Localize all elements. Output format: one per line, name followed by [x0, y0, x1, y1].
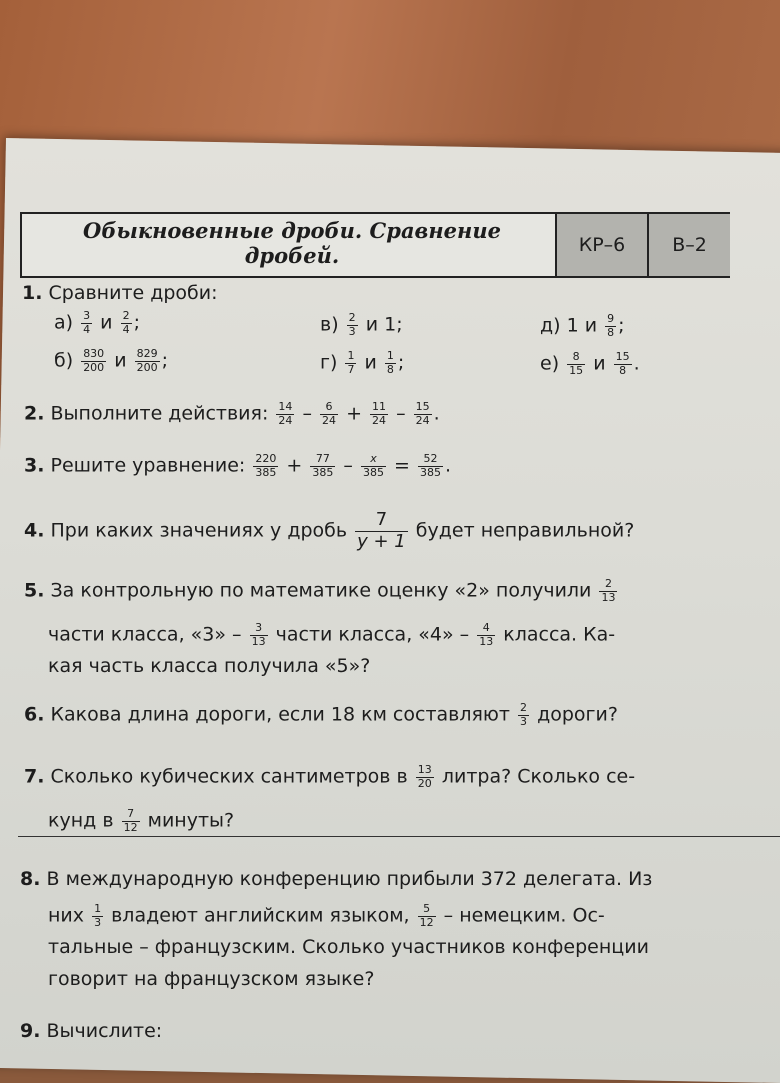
task-4: 4. При каких значениях y дробь $\frac{7}{y + 1}$ будет неправильной? [24, 509, 635, 552]
section-divider [18, 836, 780, 837]
task-9: 9. Вычислите: [20, 1020, 163, 1042]
task-5-line-2: части класса, «3» – $\frac{3}{13}$ части класса, «4» – $\frac{4}{13}$ класса. Ка- [48, 621, 616, 648]
task-1a: а) $\frac{3}{4}$ и $\frac{2}{4}$ ; [54, 309, 140, 336]
task-8-line-3: тальные – французским. Сколько участников конференции [48, 936, 649, 958]
task-1e: е) $\frac{8}{15}$ и $\frac{15}{8}$ . [540, 350, 640, 377]
task-8-line-2: них $\frac{1}{3}$ владеют английским языком, $\frac{5}{12}$ – немецким. Ос- [48, 902, 605, 929]
task-8-line-1: 8. В международную конференцию прибыли 372 делегата. Из [20, 868, 653, 890]
variant-box: В–2 [647, 214, 730, 276]
task-1-heading: 1. Сравните дроби: [22, 282, 218, 304]
task-5-line-1: 5. За контрольную по математике оценку «2» получили $\frac{2}{13}$ [24, 577, 616, 604]
task-3: 3. Решите уравнение: $\frac{220}{385}$ + $\frac{77}{385}$ – $\frac{x}{385}$ = $\frac{52}{385}$ . [24, 452, 452, 479]
task-2: 2. Выполните действия: $\frac{14}{24}$ – $\frac{6}{24}$ + $\frac{11}{24}$ – $\frac{15}{24}$ . [24, 400, 440, 427]
title-line-1: Обыкновенные дроби. Сравнение [83, 218, 501, 243]
title-line-2: дробей. [244, 243, 340, 268]
task-8-line-4: говорит на французском языке? [48, 968, 375, 990]
task-1v: в) $\frac{2}{3}$ и 1; [320, 311, 403, 338]
task-1g: г) $\frac{1}{7}$ и $\frac{1}{8}$ ; [320, 349, 405, 376]
task-6: 6. Какова длина дороги, если 18 км составляют $\frac{2}{3}$ дороги? [24, 701, 618, 728]
task-5-line-3: кая часть класса получила «5»? [48, 655, 371, 677]
worksheet-header [20, 212, 730, 278]
worksheet-title [32, 218, 552, 268]
work-code-box: КР–6 [555, 214, 647, 276]
task-1b: б) $\frac{830}{200}$ и $\frac{829}{200}$ ; [54, 347, 169, 374]
task-7-line-2: кунд в $\frac{7}{12}$ минуты? [48, 807, 235, 834]
task-7-line-1: 7. Сколько кубических сантиметров в $\frac{13}{20}$ литра? Сколько се- [24, 763, 636, 790]
task-1d: д) 1 и $\frac{9}{8}$ ; [540, 312, 625, 339]
